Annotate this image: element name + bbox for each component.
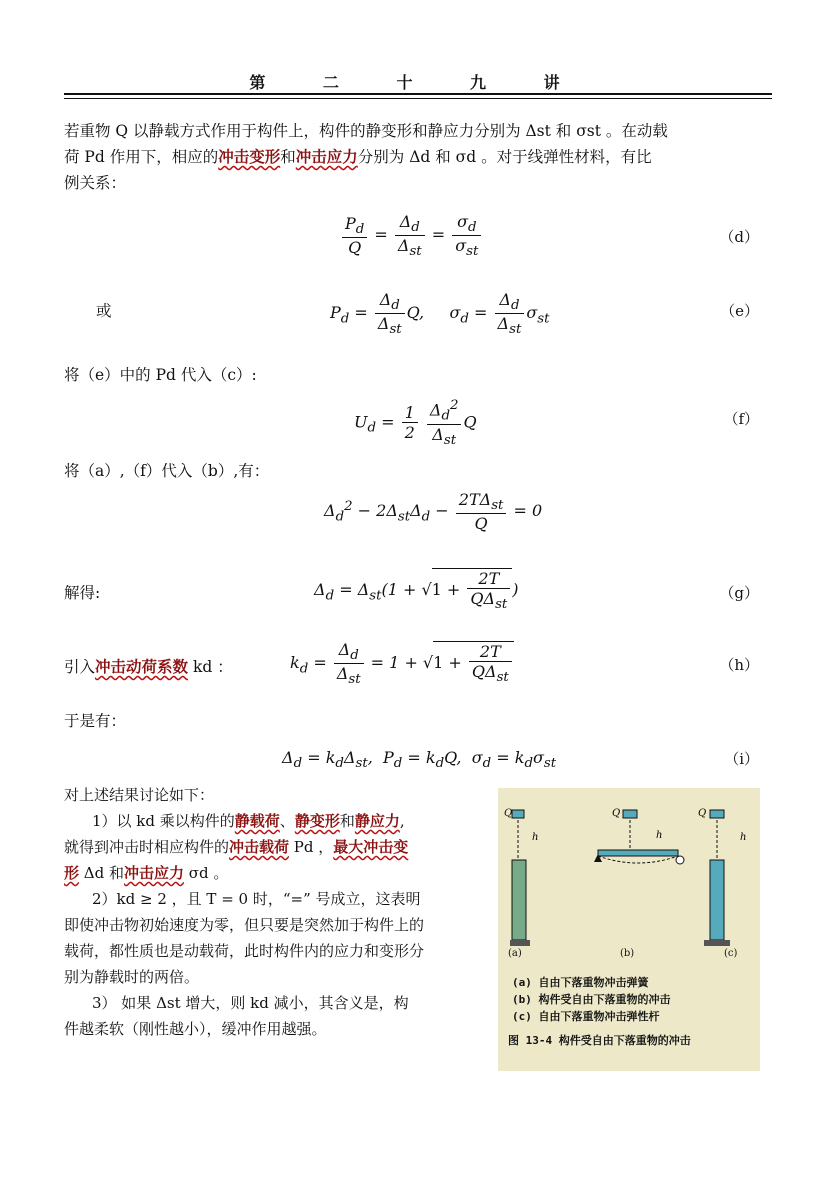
equation-label-g: （g） — [719, 584, 759, 602]
header-rule-thin — [64, 98, 772, 99]
equation-label-e: （e） — [720, 302, 759, 320]
svg-text:h: h — [656, 830, 663, 841]
term-impact-load: 冲击载荷 — [229, 838, 290, 856]
discussion-block — [64, 782, 492, 1042]
figure-illustration — [498, 788, 760, 968]
panel-label-a: (a) — [508, 948, 522, 959]
equation-quadratic: $\Delta_d^2 - 2\Delta_{st}\Delta_d$ − $\frac{2T\Delta_{st}}{Q}$ = 0 — [324, 490, 543, 534]
equation-e: $P_d$ = $\frac{\Delta_d}{\Delta_{st}}$ Q, $\sigma_d$ = $\frac{\Delta_d}{\Delta_{st}}$ $\sigma_{st}$ — [330, 290, 550, 338]
term-impact-stress-2: 冲击应力 — [124, 864, 185, 882]
text-line: 荷 Pd 作用下，相应的冲击变形和冲击应力分别为 Δd 和 σd 。对于线弹性材料，有比 — [64, 147, 652, 166]
header-rule-thick — [64, 93, 772, 95]
panel-c-rod — [698, 808, 746, 946]
equation-h: $k_d$ = $\frac{\Delta_d}{\Delta_{st}}$ = 1 + √1 + $\frac{2T}{Q\Delta_{st}}$ — [290, 640, 514, 687]
equation-d: $\frac{P_d}{Q}$ = $\frac{\Delta_d}{\Delta_{st}}$ = $\frac{\sigma_d}{\sigma_{st}}$ — [340, 212, 483, 259]
equation-i: $\Delta_d = k_d\Delta_{st}$, $P_d = k_dQ$, $\sigma_d = k_d\sigma_{st}$ — [282, 748, 557, 772]
caption-c: (c) 自由下落重物冲击弹性杆 — [512, 1010, 660, 1023]
text-line: 若重物 Q 以静载方式作用于构件上，构件的静变形和静应力分别为 Δst 和 σst 。在动载 — [64, 122, 668, 140]
discussion-item-3-line-2: 件越柔软（刚性越小），缓冲作用越强。 — [64, 1020, 327, 1038]
equation-label-i: （i） — [724, 750, 759, 768]
svg-text:h: h — [532, 832, 539, 843]
svg-text:Q: Q — [698, 808, 707, 819]
discussion-item-2-line-2: 即使冲击物初始速度为零，但只要是突然加于构件上的 — [64, 916, 425, 934]
svg-text:h: h — [740, 832, 747, 843]
term-static-deformation: 静变形 — [294, 812, 340, 830]
equation-label-f: （f） — [723, 410, 759, 428]
page-header: 第 二 十 九 讲 — [249, 73, 586, 92]
discussion-item-1-line-3: 形 Δd 和冲击应力 σd 。 — [64, 864, 229, 882]
discussion-item-1-line-1: 1）以 kd 乘以构件的静载荷、静变形和静应力, — [92, 812, 405, 830]
discussion-item-2-line-3: 载荷，都性质也是动载荷，此时构件内的应力和变形分 — [64, 942, 425, 960]
equation-prefix-or: 或 — [96, 302, 112, 320]
paragraph-substitute-2: 将（a）,（f）代入（b）,有： — [64, 462, 270, 480]
panel-label-c: (c) — [724, 948, 738, 959]
term-max-impact-deformation: 最大冲击变 — [333, 838, 409, 856]
term-static-stress: 静应力 — [354, 812, 400, 830]
paragraph-thus: 于是有： — [64, 712, 127, 730]
equation-g: $\Delta_d = \Delta_{st}(1 + √1$ + $\frac{2T}{Q\Delta_{st}}$ ) — [314, 569, 519, 613]
figure-title: 图 13-4 构件受自由下落重物的冲击 — [508, 1034, 691, 1047]
svg-text:Q: Q — [612, 808, 621, 819]
discussion-item-1-line-2: 就得到冲击时相应构件的冲击载荷 Pd ，最大冲击变 — [64, 838, 409, 856]
svg-text:Q: Q — [504, 808, 513, 819]
equation-label-h: （h） — [719, 656, 759, 674]
panel-a-spring — [504, 808, 538, 946]
paragraph-intro — [64, 118, 772, 196]
caption-a: (a) 自由下落重物冲击弹簧 — [512, 976, 649, 989]
paragraph-substitute: 将（e）中的 Pd 代入（c）: — [64, 366, 257, 384]
equation-h-intro: 引入冲击动荷系数 kd ： — [64, 657, 233, 676]
term-impact-stress: 冲击应力 — [295, 147, 358, 166]
term-impact-factor: 冲击动荷系数 — [95, 657, 189, 676]
equation-label-d: （d） — [719, 228, 759, 246]
discussion-item-2-line-4: 别为静载时的两倍。 — [64, 968, 200, 986]
panel-label-b: (b) — [620, 948, 635, 959]
equation-prefix-solve: 解得: — [64, 584, 101, 602]
text-line: 例关系： — [64, 174, 127, 192]
figure-13-4 — [498, 788, 760, 1071]
term-static-load: 静载荷 — [234, 812, 280, 830]
discussion-item-3-line-1: 3） 如果 Δst 增大，则 kd 减小，其含义是，构 — [92, 994, 409, 1012]
discussion-item-2-line-1: 2）kd ≥ 2 ，且 T = 0 时，“=” 号成立，这表明 — [92, 890, 421, 908]
term-impact-deformation: 冲击变形 — [218, 147, 281, 166]
panel-b-beam — [594, 808, 684, 864]
equation-f: $U_d$ = $\frac{1}{2}$ $\frac{\Delta_d^2}{\Delta_{st}}$ Q — [354, 398, 477, 448]
discussion-intro: 对上述结果讨论如下： — [64, 786, 215, 804]
caption-b: (b) 构件受自由下落重物的冲击 — [512, 993, 671, 1006]
